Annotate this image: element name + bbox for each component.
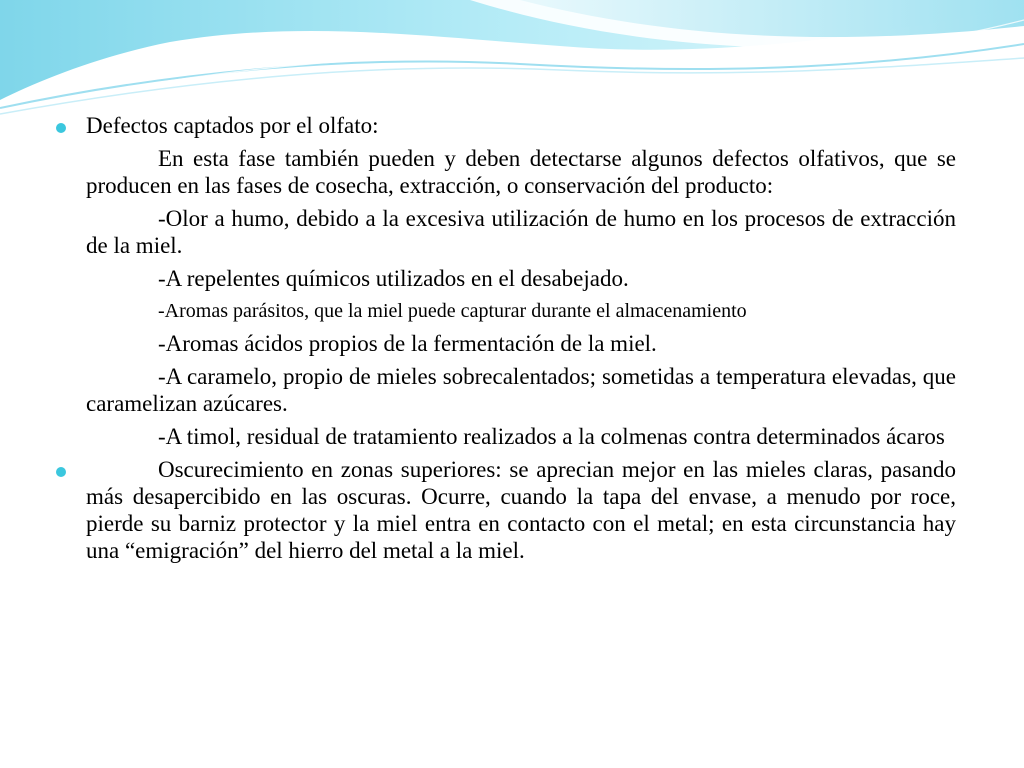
bullet-oscurecimiento (56, 456, 956, 564)
paragraph-timol: -A timol, residual de tratamiento realizados a la colmenas contra determinados ácaros (158, 424, 945, 449)
paragraph-repelentes: -A repelentes químicos utilizados en el desabejado. (158, 266, 629, 291)
paragraph-parasitos: -Aromas parásitos, que la miel puede capturar durante el almacenamiento (158, 300, 747, 322)
slide-body (56, 112, 956, 570)
wave-header-decoration (0, 0, 1024, 120)
paragraph-humo: -Olor a humo, debido a la excesiva utilización de humo en los procesos de extracción de la miel. (86, 206, 956, 258)
bullet-dot-icon (56, 123, 66, 133)
bullet-heading: Defectos captados por el olfato: (86, 113, 379, 138)
paragraph-caramelo: -A caramelo, propio de mieles sobrecalentados; sometidas a temperatura elevadas, que caramelizan azúcares. (86, 364, 956, 416)
paragraph-oscurecimiento: Oscurecimiento en zonas superiores: se aprecian mejor en las mieles claras, pasando más desapercibido en las oscuras. Ocurre, cuando la tapa del envase, a menudo por roce, pierde su barniz protector y la miel entra en contacto con el metal; en esta circunstancia hay una “emigración” del hierro del metal a la miel. (86, 457, 956, 563)
bullet-dot-icon (56, 467, 66, 477)
paragraph-intro: En esta fase también pueden y deben detectarse algunos defectos olfativos, que se producen en las fases de cosecha, extracción, o conservación del producto: (86, 146, 956, 198)
bullet-olfato (56, 112, 956, 450)
paragraph-acidos: -Aromas ácidos propios de la fermentación de la miel. (158, 331, 657, 356)
